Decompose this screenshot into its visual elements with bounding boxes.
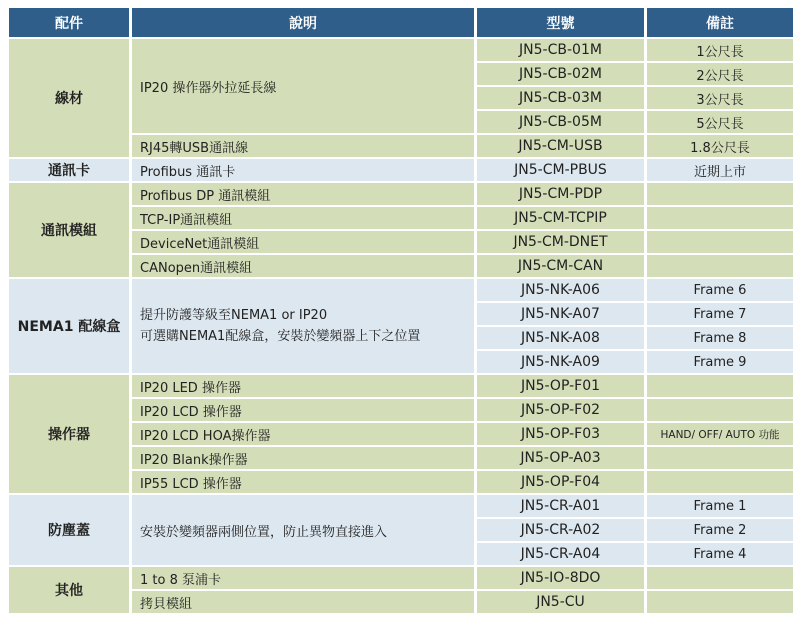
model-cell: JN5-CM-DNET (477, 231, 644, 253)
model-cell: JN5-IO-8DO (477, 567, 644, 589)
model-cell: JN5-CB-03M (477, 87, 644, 109)
note-cell (647, 375, 793, 397)
model-cell: JN5-CM-PDP (477, 183, 644, 205)
note-cell: 2公尺長 (647, 63, 793, 85)
category-cell: 通訊卡 (9, 159, 129, 181)
description-cell: 1 to 8 泵浦卡 (132, 567, 474, 589)
category-cell: NEMA1 配線盒 (9, 279, 129, 373)
description-cell: IP20 操作器外拉延長線 (132, 39, 474, 133)
model-cell: JN5-CM-TCPIP (477, 207, 644, 229)
note-cell (647, 255, 793, 277)
description-cell: Profibus DP 通訊模組 (132, 183, 474, 205)
category-cell: 線材 (9, 39, 129, 157)
model-cell: JN5-OP-F02 (477, 399, 644, 421)
description-cell: 安裝於變頻器兩側位置，防止異物直接進入 (132, 495, 474, 565)
category-cell: 其他 (9, 567, 129, 613)
table-row (9, 159, 793, 181)
note-cell: HAND/ OFF/ AUTO 功能 (647, 423, 793, 445)
note-cell (647, 207, 793, 229)
description-cell (132, 279, 474, 373)
model-cell: JN5-NK-A07 (477, 303, 644, 325)
model-cell: JN5-CR-A02 (477, 519, 644, 541)
description-cell: IP20 LCD HOA操作器 (132, 423, 474, 445)
note-cell: Frame 9 (647, 351, 793, 373)
header-part: 配件 (9, 8, 129, 37)
description-cell: IP20 LCD 操作器 (132, 399, 474, 421)
description-cell: IP20 Blank操作器 (132, 447, 474, 469)
category-cell: 防塵蓋 (9, 495, 129, 565)
table-row (9, 39, 793, 61)
model-cell: JN5-CR-A01 (477, 495, 644, 517)
description-cell: TCP-IP通訊模組 (132, 207, 474, 229)
model-cell: JN5-CU (477, 591, 644, 613)
note-cell: 3公尺長 (647, 87, 793, 109)
note-cell (647, 231, 793, 253)
header-model: 型號 (477, 8, 644, 37)
model-cell: JN5-NK-A06 (477, 279, 644, 301)
note-cell: 近期上市 (647, 159, 793, 181)
note-cell (647, 591, 793, 613)
header-note: 備註 (647, 8, 793, 37)
table-row (9, 567, 793, 589)
description-cell: Profibus 通訊卡 (132, 159, 474, 181)
model-cell: JN5-CM-USB (477, 135, 644, 157)
note-cell (647, 447, 793, 469)
model-cell: JN5-OP-F03 (477, 423, 644, 445)
table-row (9, 495, 793, 517)
model-cell: JN5-OP-F01 (477, 375, 644, 397)
model-cell: JN5-NK-A08 (477, 327, 644, 349)
category-cell: 通訊模組 (9, 183, 129, 277)
model-cell: JN5-CR-A04 (477, 543, 644, 565)
accessory-table (6, 6, 796, 615)
description-cell: DeviceNet通訊模組 (132, 231, 474, 253)
description-line: 提升防護等級至NEMA1 or IP20 (140, 308, 328, 323)
model-cell: JN5-OP-F04 (477, 471, 644, 493)
note-cell (647, 567, 793, 589)
note-cell (647, 183, 793, 205)
note-cell: Frame 2 (647, 519, 793, 541)
description-cell: CANopen通訊模組 (132, 255, 474, 277)
table-row (9, 375, 793, 397)
description-line: 可選購NEMA1配線盒，安裝於變頻器上下之位置 (140, 329, 421, 344)
note-cell: 1.8公尺長 (647, 135, 793, 157)
model-cell: JN5-CB-05M (477, 111, 644, 133)
table-row (9, 183, 793, 205)
model-cell: JN5-CB-02M (477, 63, 644, 85)
note-cell: 5公尺長 (647, 111, 793, 133)
note-cell (647, 399, 793, 421)
note-cell: Frame 7 (647, 303, 793, 325)
note-cell: Frame 8 (647, 327, 793, 349)
description-cell: RJ45轉USB通訊線 (132, 135, 474, 157)
note-cell: Frame 1 (647, 495, 793, 517)
description-cell: 拷貝模組 (132, 591, 474, 613)
header-row (9, 8, 793, 37)
model-cell: JN5-CB-01M (477, 39, 644, 61)
table-row (9, 279, 793, 301)
category-cell: 操作器 (9, 375, 129, 493)
description-cell: IP55 LCD 操作器 (132, 471, 474, 493)
note-cell: Frame 6 (647, 279, 793, 301)
note-cell (647, 471, 793, 493)
description-cell: IP20 LED 操作器 (132, 375, 474, 397)
model-cell: JN5-CM-CAN (477, 255, 644, 277)
note-cell: Frame 4 (647, 543, 793, 565)
note-cell: 1公尺長 (647, 39, 793, 61)
header-description: 說明 (132, 8, 474, 37)
model-cell: JN5-CM-PBUS (477, 159, 644, 181)
model-cell: JN5-NK-A09 (477, 351, 644, 373)
model-cell: JN5-OP-A03 (477, 447, 644, 469)
